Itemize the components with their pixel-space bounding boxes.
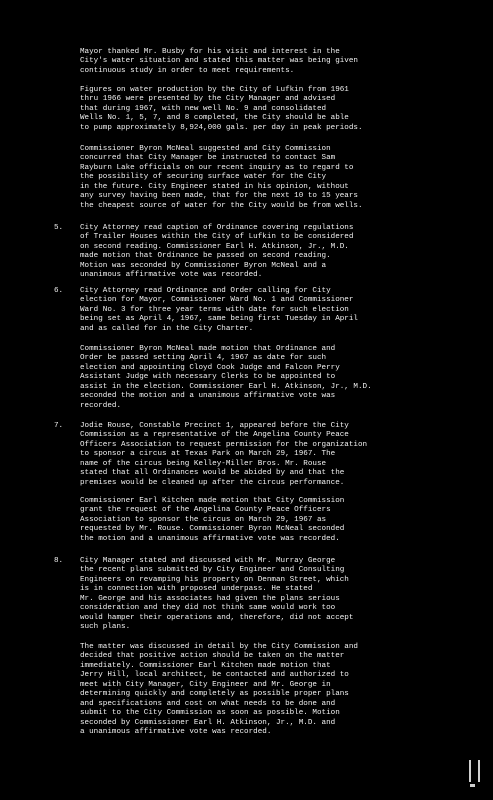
text-line: Order be passed setting April 4, 1967 as date for such [80, 354, 327, 363]
paragraph-water-production [80, 86, 452, 133]
text-line: concurred that City Manager be instructed to contact Sam [80, 154, 336, 163]
text-line: decided that positive action should be taken on the matter [80, 652, 345, 661]
text-line: Rayburn Lake officials on our recent inquiry as to regard to [80, 163, 354, 172]
text-line: made motion that Ordinance be passed on second reading. [80, 252, 331, 261]
text-line: thru 1966 were presented by the City Manager and advised [80, 95, 336, 104]
text-line: and as called for in the City Charter. [80, 324, 254, 333]
text-line: submit to the City Commission as soon as possible. Motion [80, 709, 340, 718]
text-line: unanimous affirmative vote was recorded. [80, 271, 263, 280]
text-line: Mr. George and his associates had given the plans serious [80, 594, 340, 603]
text-line: Mayor thanked Mr. Busby for his visit and interest in the [80, 48, 340, 56]
text-line: Assistant Judge with necessary Clerks to be appointed to [80, 373, 336, 382]
text-line: seconded by Commissioner Earl H. Atkinson, Jr., M.D. and [80, 718, 336, 727]
text-line: Commissioner Earl Kitchen made motion that City Commission [80, 497, 345, 505]
text-line: to pump approximately 8,924,000 gals. per day in peak periods. [80, 123, 363, 132]
text-line: is in connection with proposed underpass. He stated [80, 585, 313, 594]
text-line: City Attorney read Ordinance and Order calling for City [80, 287, 331, 295]
text-line: such plans. [80, 623, 131, 632]
text-line: the recent plans submitted by City Engineer and Consulting [80, 566, 345, 575]
text-line: Commissioner Byron McNeal made motion that Ordinance and [80, 345, 336, 353]
text-line: recorded. [80, 401, 122, 410]
text-line: Jodie Rouse, Constable Precinct 1, appeared before the City [80, 422, 349, 430]
text-line: Association to sponsor the circus on March 29, 1967 as [80, 515, 327, 524]
text-line: continuous study in order to meet requirements. [80, 66, 295, 75]
item-number: 7. [54, 422, 64, 430]
text-line: that during 1967, with new well No. 9 and consolidated [80, 104, 327, 113]
text-line: the cheapest source of water for the City would be from wells. [80, 201, 363, 210]
text-line: Officers Association to request permission for the organization [80, 440, 368, 449]
text-line: in the future. City Engineer stated in his opinion, without [80, 182, 349, 191]
text-line: City Manager stated and discussed with Mr. Murray George [80, 557, 336, 565]
paragraph-architect-motion [80, 643, 452, 738]
scan-edge-mark [469, 760, 480, 782]
text-line: The matter was discussed in detail by the City Commission and [80, 643, 358, 651]
text-line: the motion and a unanimous affirmative vote was recorded. [80, 534, 340, 543]
text-line: a unanimous affirmative vote was recorded. [80, 728, 272, 737]
text-line: any survey having been made, that for the next 10 to 15 years [80, 192, 358, 201]
text-line: Commissioner Byron McNeal suggested and City Commission [80, 145, 331, 153]
text-line: Commission as a representative of the Angelina County Peace [80, 431, 349, 440]
scan-edge-mark [470, 784, 475, 787]
text-line: and specifications and cost on what needs to be done and [80, 699, 336, 708]
text-line: consideration and they did not think same would work too [80, 604, 336, 613]
paragraph-denman-street [80, 557, 452, 633]
text-line: Wells No. 1, 5, 7, and 8 completed, the City should be able [80, 114, 349, 123]
text-line: City's water situation and stated this matter was being given [80, 57, 358, 66]
text-line: assist in the election. Commissioner Earl H. Atkinson, Jr., M.D. [80, 382, 372, 391]
text-line: City Attorney read caption of Ordinance covering regulations [80, 224, 354, 232]
text-line: would hamper their operations and, therefore, did not accept [80, 613, 354, 622]
text-line: determining quickly and completely as possible proper plans [80, 690, 349, 699]
text-line: Ward No. 3 for three year terms with date for such election [80, 305, 349, 314]
text-line: of Trailer Houses within the City of Lufkin to be considered [80, 233, 354, 242]
text-line: name of the circus being Kelley-Miller Bros. Mr. Rouse [80, 459, 327, 468]
text-line: grant the request of the Angelina County Peace Officers [80, 506, 331, 515]
text-line: Engineers on revamping his property on Denman Street, which [80, 575, 349, 584]
text-line: election and appointing Cloyd Cook Judge and Falcon Perry [80, 363, 340, 372]
text-line: seconded the motion and a unanimous affirmative vote was [80, 392, 336, 401]
paragraph-surface-water [80, 145, 452, 211]
text-line: Motion was seconded by Commissioner Byron McNeal and a [80, 261, 327, 270]
paragraph-circus-request [80, 422, 452, 488]
text-line: election for Mayor, Commissioner Ward No. 1 and Commissioner [80, 296, 354, 305]
text-line: the possibility of securing surface water for the City [80, 173, 327, 182]
item-number: 8. [54, 557, 64, 565]
text-line: to sponsor a circus at Texas Park on March 29, 1967. The [80, 450, 336, 459]
text-line: Jerry Hill, local architect, be contacted and authorized to [80, 671, 349, 680]
paragraph-mayor-thanks [80, 48, 452, 76]
text-line: meet with City Manager, City Engineer and Mr. George in [80, 680, 331, 689]
text-line: requested by Mr. Rouse. Commissioner Byron McNeal seconded [80, 525, 345, 534]
item-number: 5. [54, 224, 64, 232]
paragraph-election-ordinance [80, 287, 452, 334]
text-line: premises would be cleaned up after the circus performance. [80, 478, 345, 487]
paragraph-circus-motion [80, 497, 452, 544]
paragraph-election-motion [80, 345, 452, 411]
text-line: being set as April 4, 1967, same being first Tuesday in April [80, 315, 358, 324]
paragraph-trailer-ordinance [80, 224, 452, 281]
text-line: stated that all Ordinances would be abided by and that the [80, 469, 345, 478]
text-line: on second reading. Commissioner Earl H. Atkinson, Jr., M.D. [80, 242, 349, 251]
text-line: immediately. Commissioner Earl Kitchen made motion that [80, 661, 331, 670]
item-number: 6. [54, 287, 64, 295]
text-line: Figures on water production by the City of Lufkin from 1961 [80, 86, 349, 94]
